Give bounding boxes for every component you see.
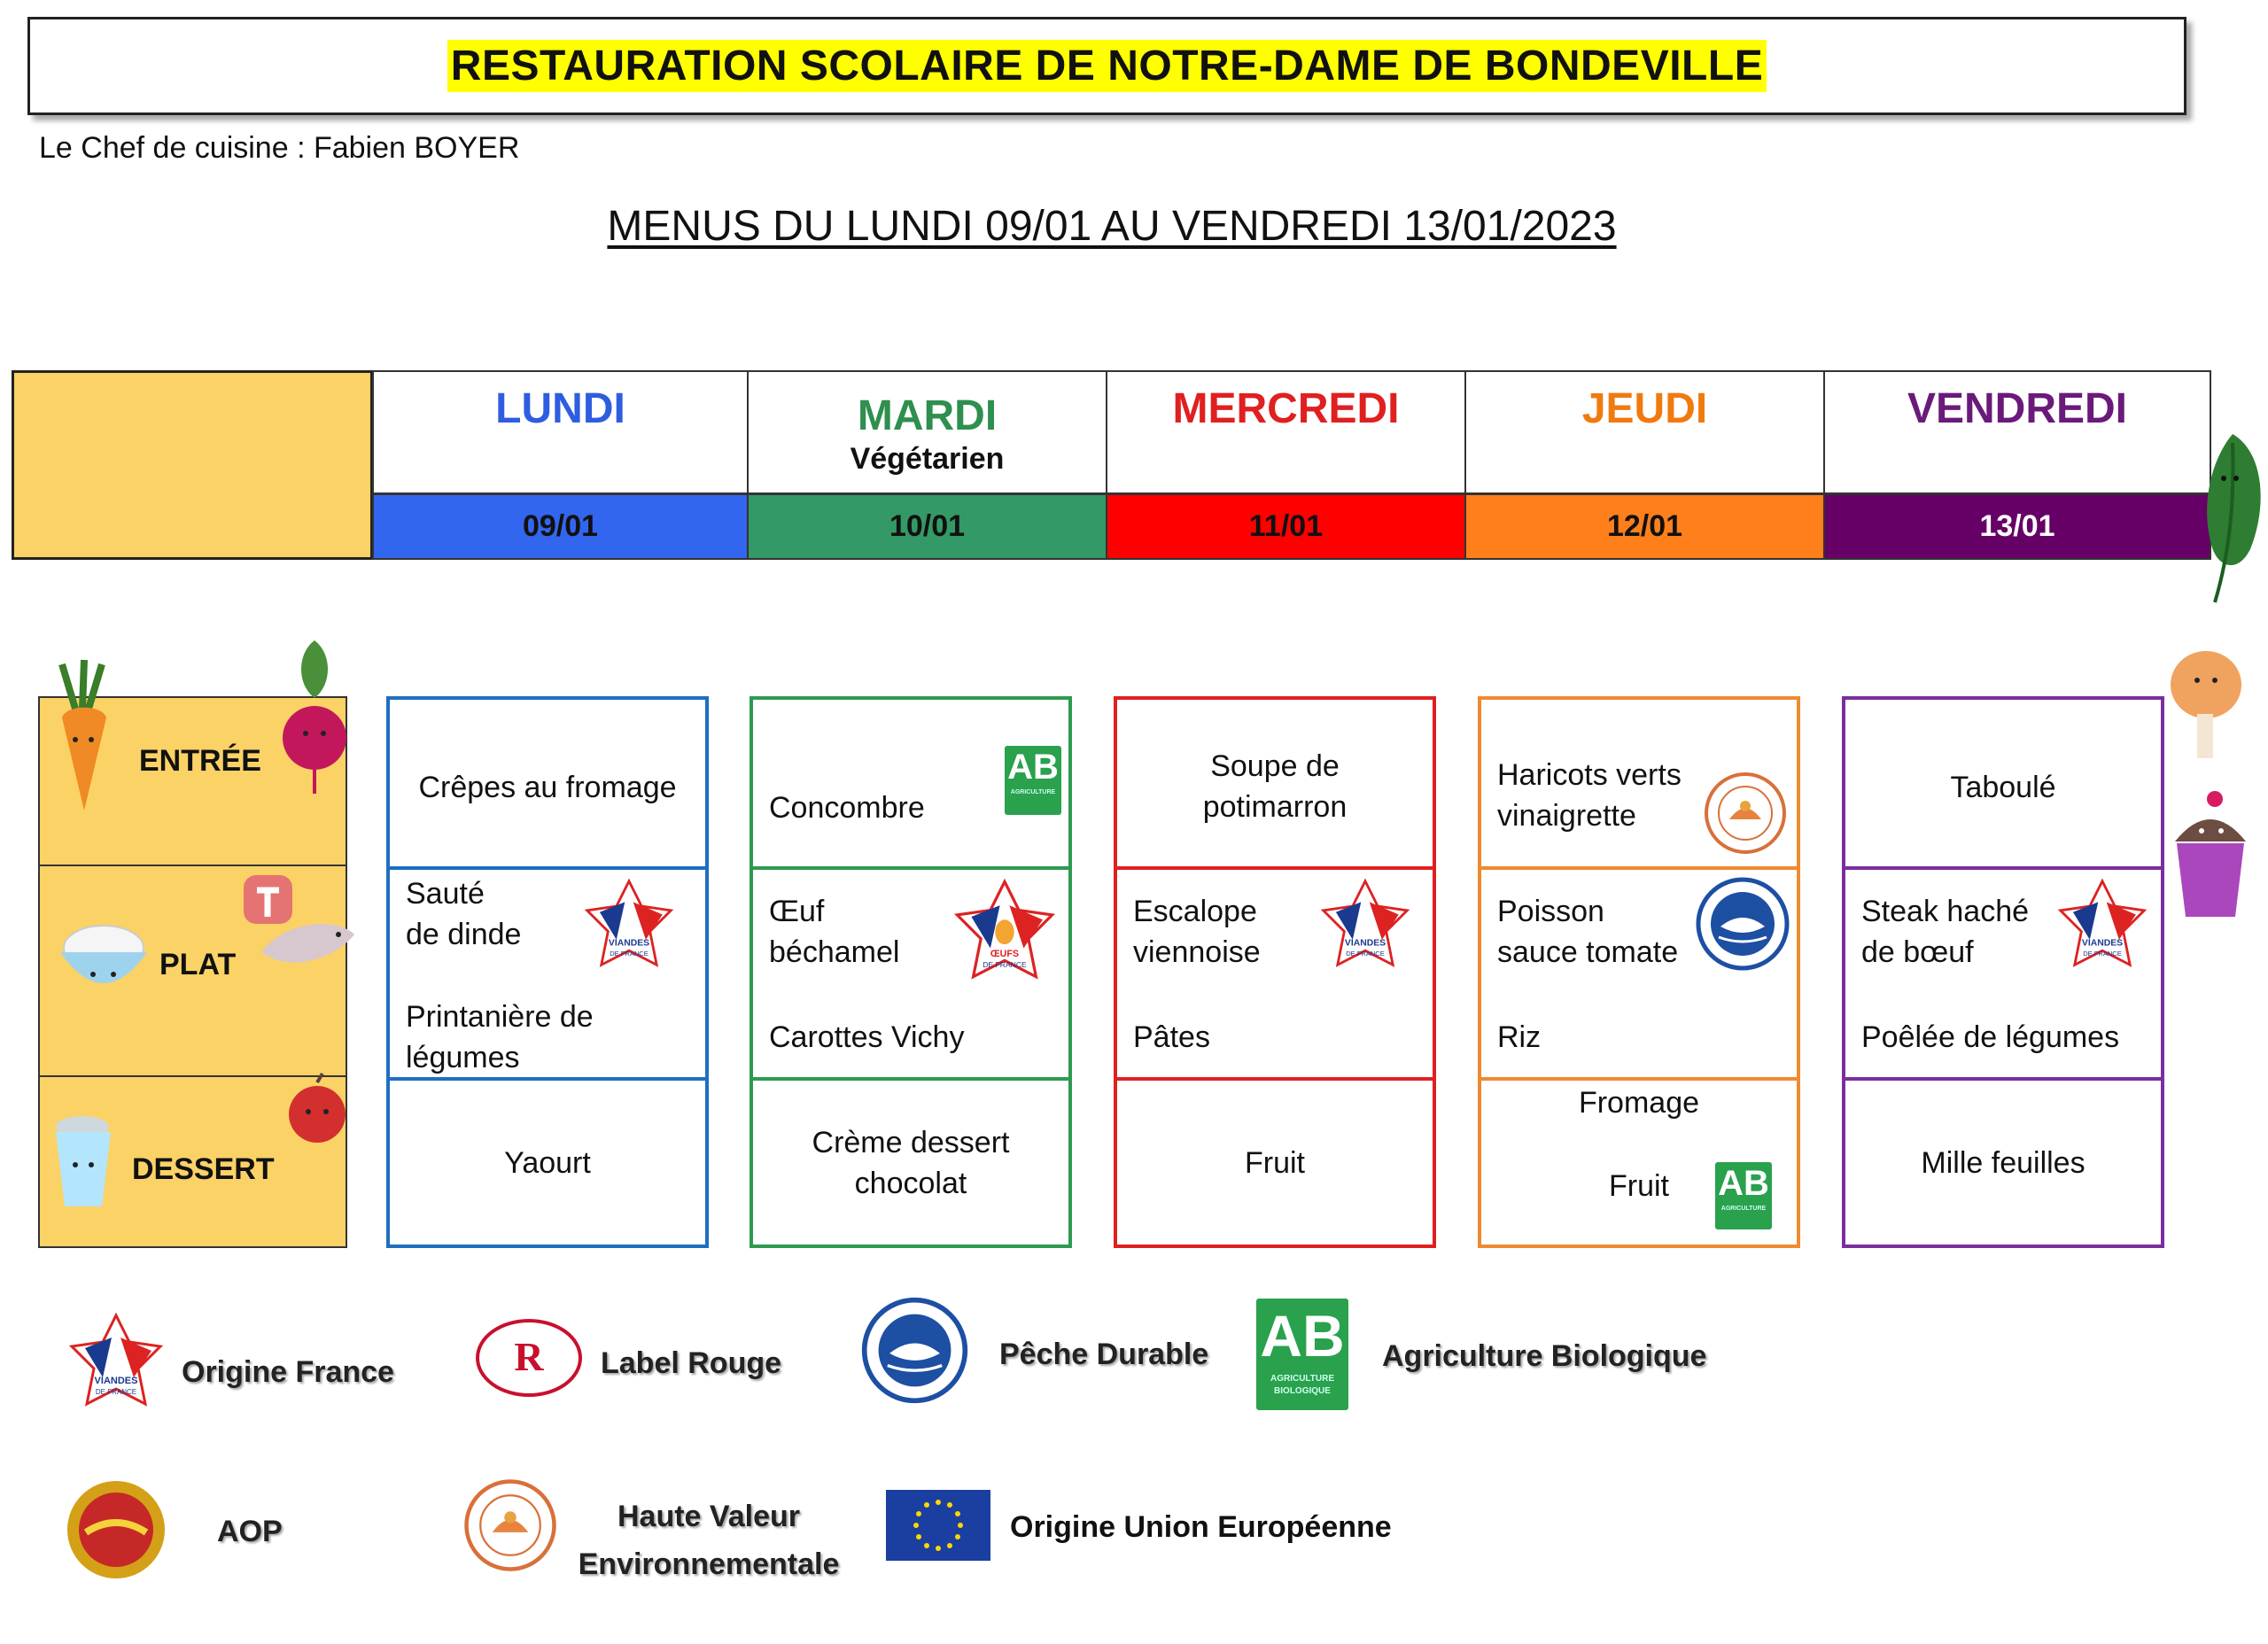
origine-france-icon <box>64 1311 168 1408</box>
category-label: DESSERT <box>132 1152 275 1186</box>
day-date-vendredi: 13/01 <box>1823 493 2211 560</box>
agriculture-biologique-icon: AB AGRICULTURE BIOLOGIQUE <box>1256 1299 1348 1410</box>
day-name: LUNDI <box>495 385 625 432</box>
viandes-de-france-icon <box>583 877 675 969</box>
viandes-de-france-icon <box>1319 877 1411 969</box>
peche-durable-icon <box>1694 875 1791 973</box>
menu-dessert: Fruit <box>1609 1169 1669 1203</box>
category-label: PLAT <box>159 948 237 981</box>
rice-bowl-icon <box>53 917 155 1001</box>
cupcake-icon <box>2166 788 2255 921</box>
svg-text:DE FRANCE: DE FRANCE <box>95 1388 137 1396</box>
menu-entree: Haricots verts vinaigrette <box>1497 758 1682 833</box>
hve-icon <box>1703 771 1788 856</box>
day-header-vendredi <box>1823 370 2211 494</box>
svg-text:DE FRANCE: DE FRANCE <box>610 949 649 958</box>
label-rouge-icon <box>474 1315 585 1400</box>
svg-text:DE FRANCE: DE FRANCE <box>2083 949 2122 958</box>
day-name: MARDI <box>857 392 998 439</box>
ab-bio-icon: AB AGRICULTURE <box>1005 746 1061 815</box>
menu-entree: Concombre <box>769 791 925 825</box>
day-date-mardi: 10/01 <box>747 493 1107 560</box>
svg-text:DE FRANCE: DE FRANCE <box>983 959 1027 969</box>
drumstick-icon <box>2162 645 2250 778</box>
day-header-mercredi <box>1106 370 1466 494</box>
title-box <box>27 17 2186 115</box>
legend-hve: Haute Valeur Environnementale <box>578 1500 840 1581</box>
yogurt-icon <box>49 1107 120 1214</box>
legend-peche-durable: Pêche Durable <box>999 1338 1209 1371</box>
day-subtitle: Végétarien <box>850 442 1005 476</box>
legend-origine-ue: Origine Union Européenne <box>1010 1510 1392 1544</box>
svg-text:VIANDES: VIANDES <box>94 1376 138 1386</box>
day-name: MERCREDI <box>1172 385 1400 432</box>
menu-side: Riz <box>1497 1020 1542 1054</box>
peche-durable-legend-icon <box>859 1295 970 1406</box>
menu-plat: Poisson sauce tomate <box>1497 895 1679 969</box>
chef-name: Le Chef de cuisine : Fabien BOYER <box>39 131 520 165</box>
svg-text:R: R <box>514 1334 544 1379</box>
leaf-icon <box>2179 425 2268 611</box>
menu-side: Pâtes <box>1133 1020 1210 1054</box>
hve-legend-icon <box>462 1477 558 1573</box>
eu-flag-icon <box>886 1490 990 1561</box>
header-corner-cell <box>12 370 373 560</box>
category-label: ENTRÉE <box>139 744 261 778</box>
menu-column-mercredi <box>1114 696 1436 1248</box>
svg-text:VIANDES: VIANDES <box>608 938 650 949</box>
menu-plat: Sauté de dinde <box>406 877 522 951</box>
menu-entree: Crêpes au fromage <box>418 771 677 804</box>
day-header-lundi <box>372 370 749 494</box>
ab-bio-icon: AB AGRICULTURE <box>1715 1162 1772 1229</box>
menu-plat: Escalope viennoise <box>1133 895 1261 969</box>
menu-dessert: Yaourt <box>504 1146 591 1180</box>
legend-label-rouge: Label Rouge <box>601 1346 782 1380</box>
menu-side: Poêlée de légumes <box>1861 1020 2120 1054</box>
menu-column-mardi <box>750 696 1072 1248</box>
day-header-jeudi <box>1464 370 1825 494</box>
aop-icon <box>64 1477 168 1582</box>
legend-agriculture-biologique: Agriculture Biologique <box>1382 1339 1707 1373</box>
apple-icon <box>282 1072 353 1147</box>
carrot-icon <box>49 655 120 815</box>
legend-aop: AOP <box>217 1515 283 1548</box>
menu-fromage: Fromage <box>1578 1086 1700 1120</box>
day-header-mardi <box>747 370 1107 494</box>
menu-plat: Steak haché de bœuf <box>1861 895 2030 969</box>
menu-side: Carottes Vichy <box>769 1020 965 1054</box>
svg-text:VIANDES: VIANDES <box>2081 938 2124 949</box>
menu-column-vendredi <box>1842 696 2164 1248</box>
week-title: MENUS DU LUNDI 09/01 AU VENDREDI 13/01/2023 <box>607 203 1617 250</box>
beetroot-icon <box>275 636 354 795</box>
menu-entree: Soupe de potimarron <box>1202 749 1348 824</box>
day-date-mercredi: 11/01 <box>1106 493 1466 560</box>
day-date-jeudi: 12/01 <box>1464 493 1825 560</box>
menu-plat: Œuf béchamel <box>769 895 900 969</box>
menu-column-lundi <box>386 696 709 1248</box>
menu-column-jeudi <box>1478 696 1800 1248</box>
oeufs-de-france-icon <box>952 877 1057 981</box>
menu-dessert: Crème dessert chocolat <box>812 1126 1010 1200</box>
day-name: VENDREDI <box>1907 385 2128 432</box>
day-name: JEUDI <box>1581 385 1708 432</box>
day-date-lundi: 09/01 <box>372 493 749 560</box>
page-title: RESTAURATION SCOLAIRE DE NOTRE-DAME DE BONDEVILLE <box>447 40 1767 92</box>
menu-entree: Taboulé <box>1950 771 2056 804</box>
viandes-de-france-icon <box>2056 877 2148 969</box>
legend-origine-france: Origine France <box>182 1355 394 1389</box>
meat-fish-icon <box>239 868 359 983</box>
svg-text:ŒUFS: ŒUFS <box>990 949 1020 960</box>
svg-text:VIANDES: VIANDES <box>1344 938 1386 949</box>
menu-side: Printanière de légumes <box>406 1000 594 1074</box>
menu-dessert: Fruit <box>1245 1146 1305 1180</box>
menu-dessert: Mille feuilles <box>1921 1146 2085 1180</box>
svg-text:DE FRANCE: DE FRANCE <box>1346 949 1385 958</box>
